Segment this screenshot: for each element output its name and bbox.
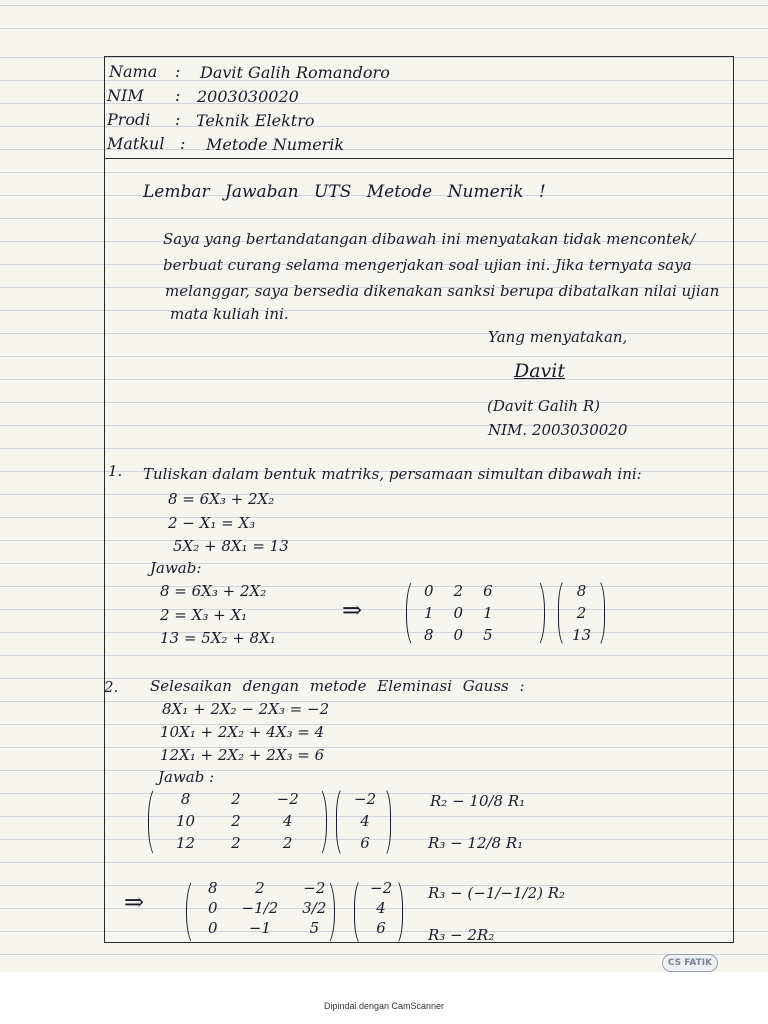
label-prodi: Prodi bbox=[107, 110, 151, 129]
equation-line: 8X₁ + 2X₂ − 2X₃ = −2 bbox=[162, 700, 330, 718]
label-matkul: Matkul bbox=[107, 134, 165, 153]
jawab-label: Jawab : bbox=[158, 768, 215, 786]
question-prompt: Tuliskan dalam bentuk matriks, persamaan simultan dibawah ini: bbox=[143, 465, 642, 483]
statement-line: melanggar, saya bersedia dikenakan sanksi berupa dibatalkan nilai ujian bbox=[165, 282, 720, 300]
matrix-cell: 12 bbox=[176, 834, 196, 852]
value-prodi: Teknik Elektro bbox=[196, 111, 315, 130]
equation-line: 2 − X₁ = X₃ bbox=[168, 514, 256, 532]
page-title: Lembar Jawaban UTS Metode Numerik ! bbox=[143, 182, 546, 202]
row-operation: R₃ − (−1/−1/2) R₂ bbox=[428, 884, 566, 902]
matrix-cell: −2 bbox=[276, 790, 299, 808]
header-divider bbox=[104, 158, 734, 159]
matrix-cell: 2 bbox=[231, 834, 241, 852]
answer-line: 13 = 5X₂ + 8X₁ bbox=[160, 629, 276, 647]
coefficient-matrix bbox=[414, 580, 503, 646]
row-operation: R₂ − 10/8 R₁ bbox=[430, 792, 526, 810]
matrix-cell: 2 bbox=[231, 812, 241, 830]
matrix-cell: 0 bbox=[208, 899, 218, 917]
label-nim: NIM bbox=[107, 86, 144, 105]
matrix-cell: 8 bbox=[208, 879, 218, 897]
value-nim: 2003030020 bbox=[197, 87, 299, 106]
camscanner-stamp: CS FATIK bbox=[662, 954, 718, 972]
matrix-cell: 0 bbox=[453, 604, 464, 622]
label-nama: Nama bbox=[109, 62, 158, 81]
arrow-icon: ⇒ bbox=[124, 888, 145, 916]
matrix-cell: 1 bbox=[483, 604, 493, 622]
vector-cell: 4 bbox=[376, 899, 386, 917]
matrix-cell: 2 bbox=[453, 582, 464, 600]
signature-greeting: Yang menyatakan, bbox=[488, 328, 628, 346]
row-operation: R₃ − 2R₂ bbox=[428, 926, 495, 944]
matrix-cell: −2 bbox=[303, 879, 326, 897]
signature-nim: NIM. 2003030020 bbox=[488, 421, 628, 439]
matrix-cell: 4 bbox=[282, 812, 293, 830]
vector-cell: −2 bbox=[370, 879, 393, 897]
matrix-cell: 5 bbox=[483, 626, 493, 644]
reduced-matrix bbox=[196, 878, 338, 938]
matrix-cell: 6 bbox=[483, 582, 493, 600]
matrix-cell: 3/2 bbox=[302, 899, 327, 917]
row-operation: R₃ − 12/8 R₁ bbox=[428, 834, 524, 852]
vector-cell: 6 bbox=[376, 919, 386, 937]
vector-cell: 13 bbox=[572, 626, 592, 644]
jawab-label: Jawab: bbox=[150, 559, 202, 577]
matrix-cell: 2 bbox=[231, 790, 241, 808]
augmented-matrix bbox=[158, 788, 317, 854]
statement-line: mata kuliah ini. bbox=[170, 305, 289, 323]
signature-mark: Davit bbox=[514, 360, 566, 382]
matrix-cell: 2 bbox=[255, 879, 265, 897]
matrix-cell: 5 bbox=[309, 919, 320, 937]
vector-cell: 8 bbox=[576, 582, 587, 600]
question-prompt: Selesaikan dengan metode Eleminasi Gauss : bbox=[150, 677, 525, 695]
equation-line: 5X₂ + 8X₁ = 13 bbox=[173, 537, 289, 555]
matrix-cell: 2 bbox=[282, 834, 293, 852]
matrix-cell: 8 bbox=[180, 790, 191, 808]
scanner-footer: Dipindai dengan CamScanner bbox=[323, 1001, 445, 1011]
equation-line: 12X₁ + 2X₂ + 2X₃ = 6 bbox=[160, 746, 325, 764]
colon: : bbox=[175, 86, 181, 105]
colon: : bbox=[175, 62, 181, 81]
matrix-cell-pivot: −1/2 bbox=[241, 899, 279, 917]
matrix-cell: 0 bbox=[424, 582, 434, 600]
matrix-cell: 0 bbox=[453, 626, 464, 644]
vector-cell: 2 bbox=[576, 604, 587, 622]
question-number: 2. bbox=[104, 678, 119, 696]
arrow-icon: ⇒ bbox=[342, 596, 363, 624]
equation-line: 8 = 6X₃ + 2X₂ bbox=[168, 490, 275, 508]
colon: : bbox=[175, 110, 181, 129]
statement-line: berbuat curang selama mengerjakan soal ujian ini. Jika ternyata saya bbox=[163, 256, 692, 274]
vector-cell: 6 bbox=[360, 834, 370, 852]
matrix-cell: 1 bbox=[424, 604, 434, 622]
vector-cell: −2 bbox=[354, 790, 377, 808]
value-nama: Davit Galih Romandoro bbox=[200, 63, 390, 82]
colon: : bbox=[180, 134, 186, 153]
matrix-cell: 0 bbox=[208, 919, 218, 937]
matrix-cell: 8 bbox=[424, 626, 434, 644]
matrix-cell: −1 bbox=[248, 919, 271, 937]
vector-cell: 4 bbox=[360, 812, 370, 830]
value-matkul: Metode Numerik bbox=[206, 135, 345, 154]
answer-line: 2 = X₃ + X₁ bbox=[160, 606, 248, 624]
answer-line: 8 = 6X₃ + 2X₂ bbox=[160, 582, 267, 600]
matrix-cell: 10 bbox=[176, 812, 196, 830]
statement-line: Saya yang bertandatangan dibawah ini menyatakan tidak mencontek/ bbox=[163, 230, 696, 248]
question-number: 1. bbox=[108, 462, 123, 480]
signature-name: (Davit Galih R) bbox=[487, 397, 600, 415]
equation-line: 10X₁ + 2X₂ + 4X₃ = 4 bbox=[160, 723, 325, 741]
